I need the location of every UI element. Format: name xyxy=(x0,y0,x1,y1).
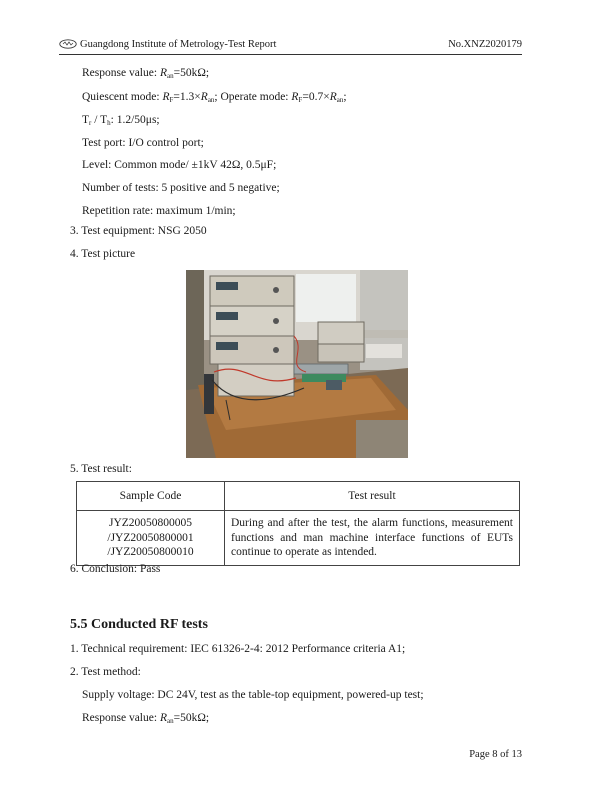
test-result-table xyxy=(76,481,520,566)
section-heading: 5.5 Conducted RF tests xyxy=(70,617,208,632)
conclusion-item: 6. Conclusion: Pass xyxy=(70,563,161,575)
page-header xyxy=(59,38,522,55)
response-value-line-2: Response value: $R_{an}=50k\Omega$; xyxy=(82,712,210,725)
header-doc-number: No.XNZ2020179 xyxy=(448,39,522,50)
test-setup-photo xyxy=(186,270,408,458)
institute-logo-icon xyxy=(59,39,77,49)
sample-code: /JYZ20050800001 xyxy=(107,531,194,544)
test-result-cell: During and after the test, the alarm functions, measurement functions and man machine interface functions of EUTs continue to operate as intended. xyxy=(225,511,520,566)
test-equipment-item: 3. Test equipment: NSG 2050 xyxy=(70,225,207,237)
table-header-row xyxy=(77,482,520,511)
sample-code: /JYZ20050800010 xyxy=(107,546,194,559)
test-result-item: 5. Test result: xyxy=(70,463,132,475)
table-row xyxy=(77,511,520,566)
header-org: Guangdong Institute of Metrology-Test Report xyxy=(80,39,277,50)
technical-requirement-item: 1. Technical requirement: IEC 61326-2-4: 2012 Performance criteria A1; xyxy=(70,643,406,655)
sample-code: JYZ20050800005 xyxy=(108,516,193,529)
test-method-item: 2. Test method: xyxy=(70,666,141,678)
level-line: Level: Common mode/ ±1kV 42Ω, 0.5μF; xyxy=(82,159,277,171)
repetition-rate-line: Repetition rate: maximum 1/min; xyxy=(82,205,236,217)
page-number: Page 8 of 13 xyxy=(469,749,522,760)
tr-th-line: $T_r / T_h$: 1.2/50μs; xyxy=(82,114,160,127)
supply-voltage-line: Supply voltage: DC 24V, test as the table-top equipment, powered-up test; xyxy=(82,689,424,701)
test-port-line: Test port: I/O control port; xyxy=(82,137,204,149)
column-header-test-result: Test result xyxy=(225,482,520,511)
number-of-tests-line: Number of tests: 5 positive and 5 negative; xyxy=(82,182,280,194)
test-picture-item: 4. Test picture xyxy=(70,248,136,260)
mode-line: Quiescent mode: $R_F=1.3\times R_{an}$; Operate mode: $R_F=0.7\times R_{an}$; xyxy=(82,91,347,104)
sample-codes-cell xyxy=(77,511,225,566)
response-value-line: Response value: $R_{an}=50k\Omega$; xyxy=(82,67,210,80)
column-header-sample-code: Sample Code xyxy=(77,482,225,511)
